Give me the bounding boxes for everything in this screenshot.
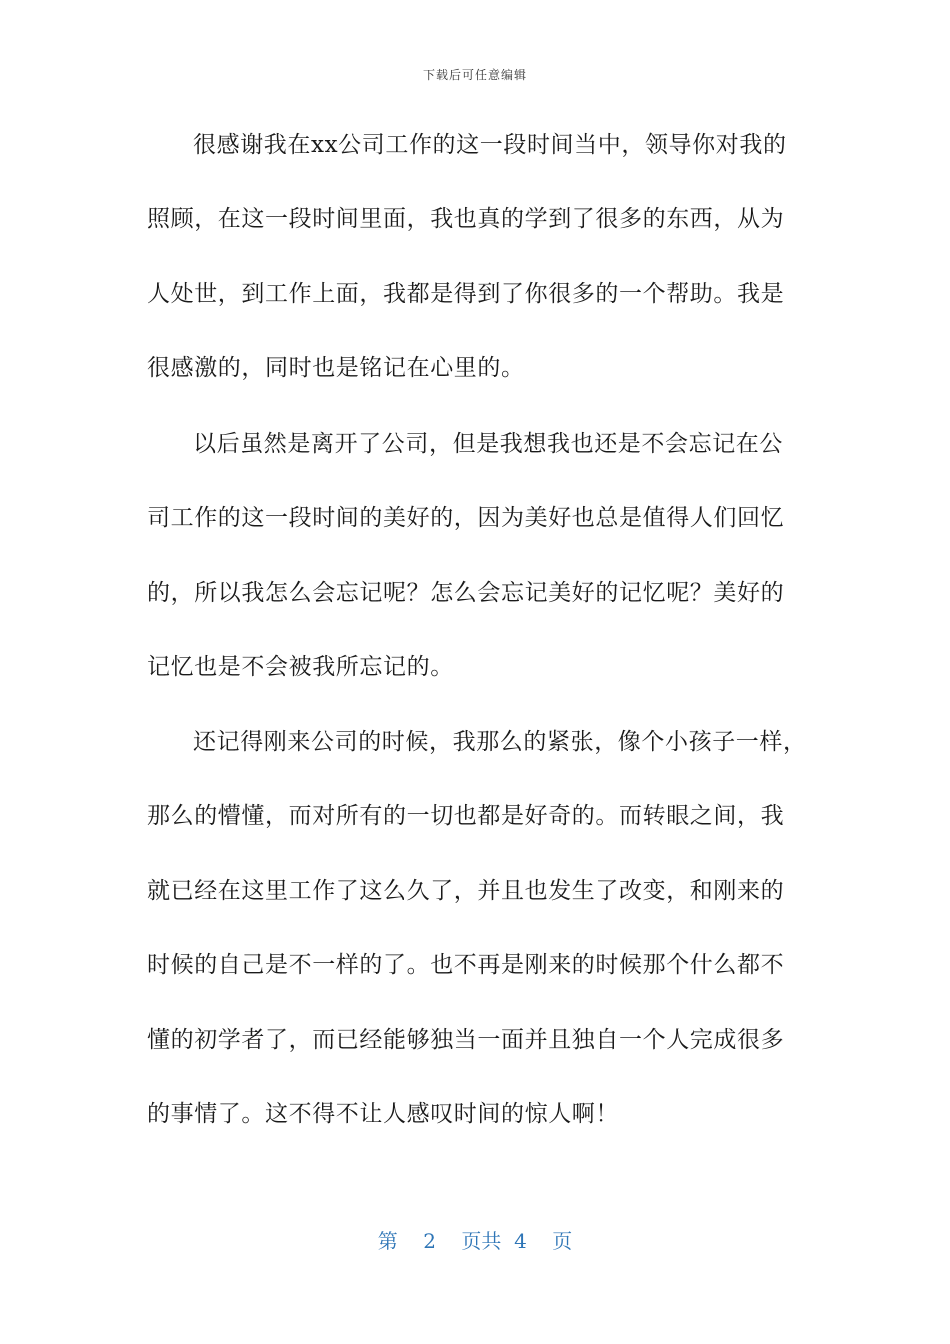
- footer-total-pages: 4: [514, 1229, 527, 1253]
- paragraph-2-line-1: 以后虽然是离开了公司，但是我想我也还是不会忘记在公: [193, 431, 783, 457]
- footer-current-page: 2: [423, 1229, 436, 1253]
- paragraph-3-line-3: 就已经在这里工作了这么久了，并且也发生了改变，和刚来的: [147, 878, 785, 904]
- paragraph-3-line-1: 还记得刚来公司的时候，我那么的紧张，像个小孩子一样，: [193, 729, 807, 755]
- footer-prefix: 第: [377, 1229, 398, 1253]
- page-footer: [0, 1225, 950, 1254]
- footer-suffix: 页: [552, 1229, 573, 1253]
- paragraph-2-line-4: 记忆也是不会被我所忘记的。: [147, 654, 454, 680]
- paragraph-3-line-5: 懂的初学者了，而已经能够独当一面并且独自一个人完成很多: [147, 1027, 785, 1053]
- paragraph-1-line-1: 很感谢我在xx公司工作的这一段时间当中，领导你对我的: [193, 132, 787, 158]
- footer-mid: 页共: [461, 1229, 502, 1253]
- page-header: 下载后可任意编辑: [422, 68, 527, 82]
- paragraph-2-line-3: 的，所以我怎么会忘记呢？怎么会忘记美好的记忆呢？美好的: [147, 580, 785, 606]
- paragraph-3-line-6: 的事情了。这不得不让人感叹时间的惊人啊！: [147, 1101, 619, 1127]
- paragraph-3-line-2: 那么的懵懂，而对所有的一切也都是好奇的。而转眼之间，我: [147, 803, 785, 829]
- paragraph-3-line-4: 时候的自己是不一样的了。也不再是刚来的时候那个什么都不: [147, 952, 785, 978]
- paragraph-1-line-4: 很感激的，同时也是铭记在心里的。: [147, 355, 525, 381]
- paragraph-1-line-2: 照顾，在这一段时间里面，我也真的学到了很多的东西，从为: [147, 206, 785, 232]
- paragraph-1-line-3: 人处世，到工作上面，我都是得到了你很多的一个帮助。我是: [147, 281, 785, 307]
- paragraph-2-line-2: 司工作的这一段时间的美好的，因为美好也总是值得人们回忆: [147, 505, 785, 531]
